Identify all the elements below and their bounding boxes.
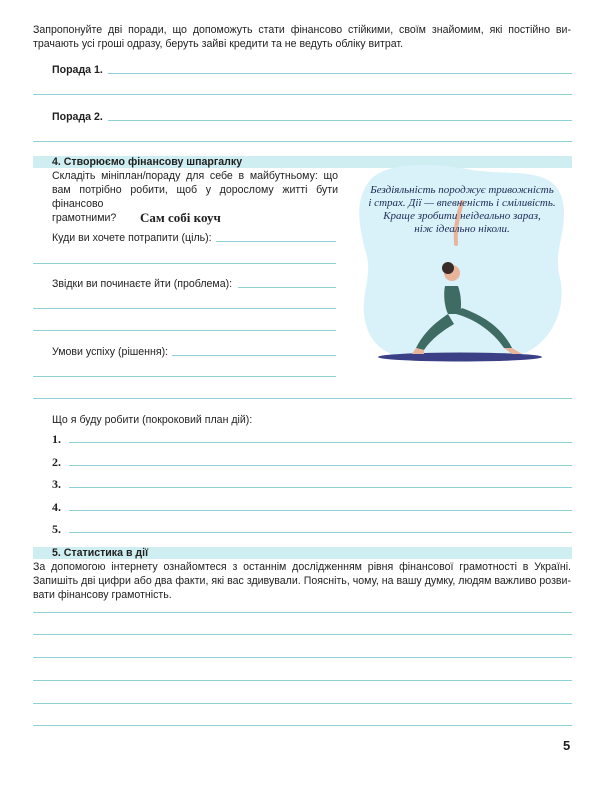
intro-line-1: Запропонуйте дві поради, що допоможуть стати фінансово стійкими, своїм знайомим, які постійно ви-	[33, 24, 571, 36]
section-4-instruction-l3: грамотними?	[52, 212, 117, 224]
advice-2-label: Порада 2.	[52, 111, 103, 123]
step-3-number: 3.	[52, 477, 61, 491]
section-5-line-3: вати фінансову грамотність.	[33, 589, 172, 601]
start-line-1[interactable]	[238, 287, 336, 288]
goal-line-2[interactable]	[33, 263, 336, 264]
answer-line-5[interactable]	[33, 703, 572, 704]
conditions-line-1[interactable]	[172, 355, 336, 356]
advice-1-line-2[interactable]	[33, 94, 572, 95]
quote-line-1: Бездіяльність породжує тривожність	[370, 184, 554, 196]
answer-line-6[interactable]	[33, 725, 572, 726]
section-5-heading: 5. Статистика в дії	[52, 547, 149, 559]
goal-line-1[interactable]	[216, 241, 336, 242]
answer-line-2[interactable]	[33, 634, 572, 635]
answer-line-3[interactable]	[33, 657, 572, 658]
quote-line-2: і страх. Дії — впевненість і сміливість.	[368, 197, 556, 209]
section-5-line-2: Запишіть дві цифри або два факти, які вас здивували. Поясніть, чому, на вашу думку, людям важливо розви-	[33, 575, 571, 587]
conditions-line-3[interactable]	[33, 398, 572, 399]
plan-question: Що я буду робити (покроковий план дій):	[52, 414, 253, 426]
step-2-number: 2.	[52, 455, 61, 469]
start-question: Звідки ви починаєте йти (проблема):	[52, 278, 233, 290]
start-line-2[interactable]	[33, 308, 336, 309]
answer-line-1[interactable]	[33, 612, 572, 613]
conditions-question: Умови успіху (рішення):	[52, 346, 169, 358]
page-number: 5	[563, 738, 571, 753]
section-4-instruction-l1: Складіть мініплан/пораду для себе в майбутньому: що	[52, 170, 338, 182]
step-1-number: 1.	[52, 432, 61, 446]
coach-subtitle: Сам собі коуч	[140, 210, 221, 225]
quote-line-3: Краще зробити неідеально зараз,	[383, 210, 541, 222]
motivation-quote	[362, 184, 562, 236]
step-2-line[interactable]	[69, 465, 572, 466]
step-4-line[interactable]	[69, 510, 572, 511]
advice-1-label: Порада 1.	[52, 64, 103, 76]
section-4-heading: 4. Створюємо фінансову шпаргалку	[52, 156, 243, 168]
section-5-line-1: За допомогою інтернету ознайомтеся з останнім дослідженням рівня фінансової грамотності в Україні.	[33, 561, 571, 573]
step-5-line[interactable]	[69, 532, 572, 533]
intro-line-2: трачають усі гроші одразу, беруть зайві кредити та не ведуть обліку витрат.	[33, 38, 404, 50]
section-5-paragraph	[33, 560, 571, 602]
step-4-number: 4.	[52, 500, 61, 514]
advice-2-line-1[interactable]	[108, 120, 572, 121]
step-1-line[interactable]	[69, 442, 572, 443]
conditions-line-2[interactable]	[33, 376, 336, 377]
advice-1-line-1[interactable]	[108, 73, 572, 74]
section-4-instruction-l2: вам потрібно робити, щоб у дорослому житті бути фінансово	[52, 184, 338, 210]
start-line-3[interactable]	[33, 330, 336, 331]
intro-paragraph	[33, 23, 571, 51]
goal-question: Куди ви хочете потрапити (ціль):	[52, 232, 212, 244]
answer-line-4[interactable]	[33, 680, 572, 681]
step-3-line[interactable]	[69, 487, 572, 488]
step-5-number: 5.	[52, 522, 61, 536]
quote-line-4: ніж ідеально ніколи.	[414, 223, 510, 235]
advice-2-line-2[interactable]	[33, 141, 572, 142]
